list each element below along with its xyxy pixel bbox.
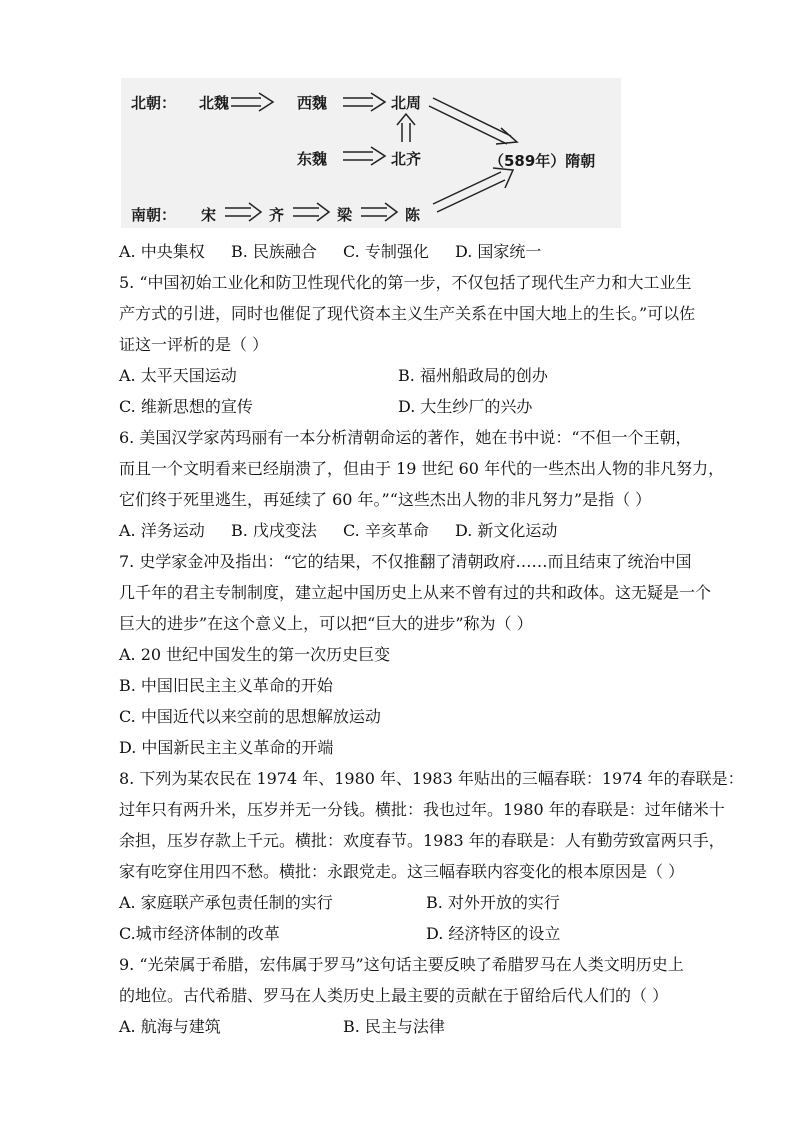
q7-option-c: C. 中国近代以来空前的思想解放运动 [119, 707, 381, 726]
q4-option-a: A. 中央集权 [119, 242, 205, 261]
q6-line-2: 而且一个文明看来已经崩溃了，但由于 19 世纪 60 年代的一些杰出人物的非凡努力， [119, 459, 725, 478]
song-label: 宋 [201, 206, 217, 224]
south-dynasties-label: 南朝： [131, 206, 177, 224]
q5-line-1: 5. “中国初始工业化和防卫性现代化的第一步，不仅包括了现代生产力和大工业生 [119, 273, 692, 292]
q8-option-c: C.城市经济体制的改革 [119, 924, 280, 943]
arrow-song-qi [225, 203, 261, 221]
qi-label: 齐 [269, 206, 285, 224]
q9-line-1: 9. “光荣属于希腊，宏伟属于罗马”这句话主要反映了希腊罗马在人类文明历史上 [119, 955, 684, 974]
q8-option-b: B. 对外开放的实行 [426, 893, 560, 912]
q4-option-b: B. 民族融合 [231, 242, 317, 261]
q8-option-d: D. 经济特区的设立 [426, 924, 561, 943]
arrow-xiwei-beizhou [343, 93, 385, 111]
q7-option-a: A. 20 世纪中国发生的第一次历史巨变 [119, 645, 391, 664]
q5-option-a: A. 太平天国运动 [119, 366, 237, 385]
q4-option-c: C. 专制强化 [343, 242, 429, 261]
q6-line-3: 它们终于死里逃生，再延续了 60 年。”“这些杰出人物的非凡努力”是指（ ） [119, 490, 652, 509]
q9-option-a: A. 航海与建筑 [119, 1017, 221, 1036]
q7-line-1: 7. 史学家金冲及指出：“它的结果，不仅推翻了清朝政府……而且结束了统治中国 [119, 552, 692, 571]
q6-line-1: 6. 美国汉学家芮玛丽有一本分析清朝命运的著作，她在书中说：“不但一个王朝， [119, 428, 692, 447]
dynasty-diagram [121, 78, 621, 228]
xiwei-label: 西魏 [297, 94, 328, 112]
q5-option-d: D. 大生纱厂的兴办 [398, 397, 533, 416]
arrow-dongwei-beiqi [343, 147, 385, 165]
q7-option-d: D. 中国新民主主义革命的开端 [119, 738, 334, 757]
q8-line-4: 家有吃穿住用四不愁。横批：永跟党走。这三幅春联内容变化的根本原因是（ ） [119, 862, 685, 881]
beiwei-label: 北魏 [199, 94, 230, 112]
q9-line-2: 的地位。古代希腊、罗马在人类历史上最主要的贡献在于留给后代人们的（ ） [119, 986, 669, 1005]
q5-line-3: 证这一评析的是（ ） [119, 335, 269, 354]
q4-option-d: D. 国家统一 [455, 242, 542, 261]
north-dynasties-label: 北朝： [131, 94, 177, 112]
chen-label: 陈 [405, 206, 421, 224]
arrow-beizhou-sui [429, 98, 517, 144]
arrow-beiwei-xiwei [231, 93, 273, 111]
q8-line-3: 余担，压岁存款上千元。横批：欢度春节。1983 年的春联是：人有勤劳致富两只手， [119, 831, 725, 850]
beiqi-label: 北齐 [391, 150, 422, 168]
q8-option-a: A. 家庭联产承包责任制的实行 [119, 893, 333, 912]
q5-option-b: B. 福州船政局的创办 [398, 366, 548, 385]
q5-line-2: 产方式的引进，同时也催促了现代资本主义生产关系在中国大地上的生长。”可以佐 [119, 304, 696, 323]
q6-option-a: A. 洋务运动 [119, 521, 205, 540]
q6-option-d: D. 新文化运动 [455, 521, 558, 540]
beizhou-label: 北周 [391, 94, 422, 112]
q9-option-b: B. 民主与法律 [343, 1017, 445, 1036]
arrow-qi-liang [293, 203, 329, 221]
q6-option-b: B. 戊戌变法 [231, 521, 317, 540]
sui-label: （589年）隋朝 [489, 152, 596, 170]
q8-line-2: 过年只有两升米，压岁并无一分钱。横批：我也过年。1980 年的春联是：过年储米十 [119, 800, 725, 819]
q5-option-c: C. 维新思想的宣传 [119, 397, 253, 416]
liang-label: 梁 [337, 206, 353, 224]
dongwei-label: 东魏 [297, 150, 328, 168]
q7-line-3: 巨大的进步”在这个意义上，可以把“巨大的进步”称为（ ） [119, 614, 533, 633]
q8-line-1: 8. 下列为某农民在 1974 年、1980 年、1983 年贴出的三幅春联：1974 年的春联是： [119, 769, 744, 788]
arrow-chen-sui [433, 168, 513, 212]
q7-option-b: B. 中国旧民主主义革命的开始 [119, 676, 333, 695]
q7-line-2: 几千年的君主专制制度，建立起中国历史上从来不曾有过的共和政体。这无疑是一个 [119, 583, 712, 602]
arrow-beiqi-beizhou [397, 114, 415, 142]
arrow-liang-chen [361, 203, 397, 221]
q6-option-c: C. 辛亥革命 [343, 521, 429, 540]
